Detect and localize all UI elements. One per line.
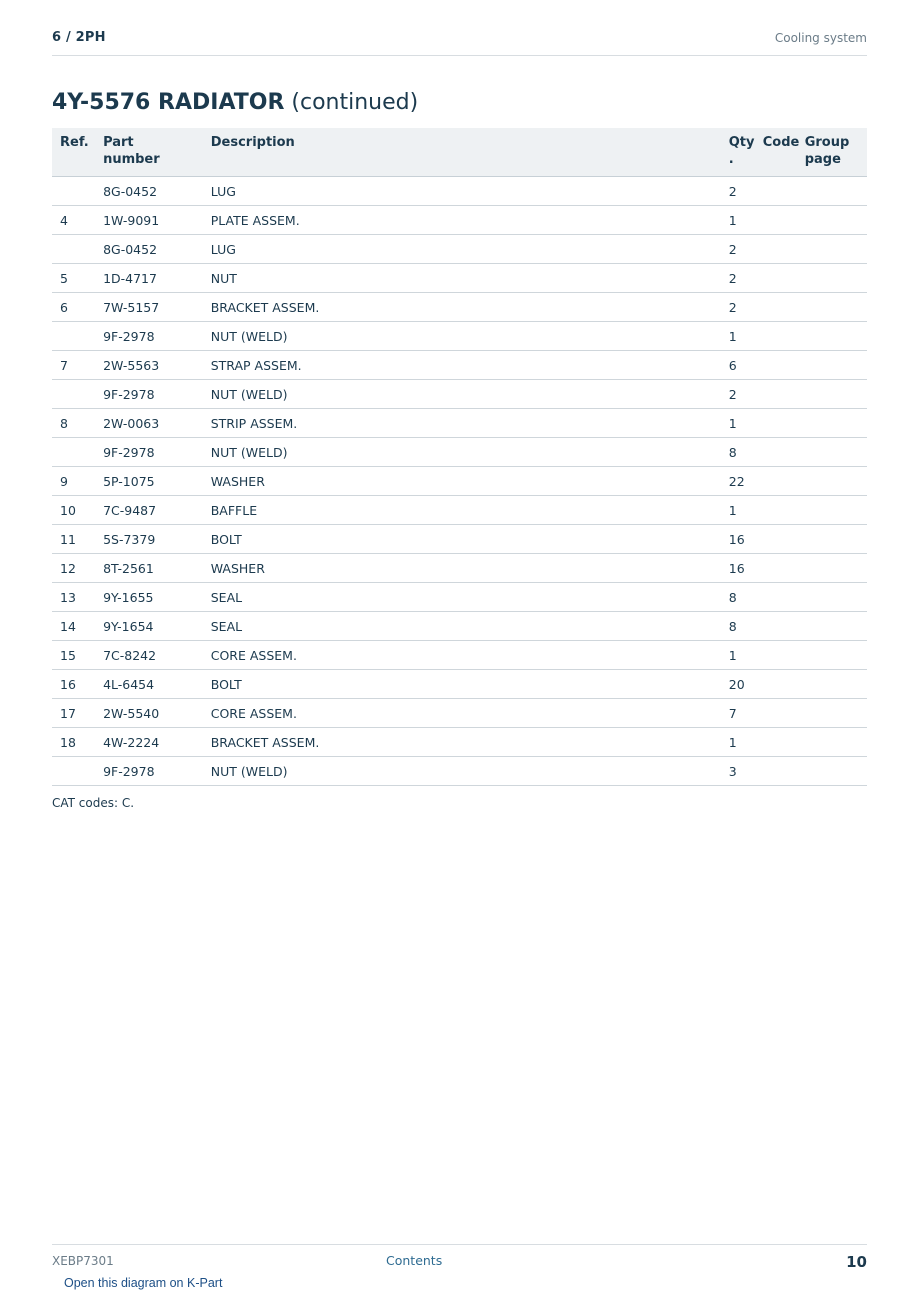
page-number: 10 <box>846 1253 867 1271</box>
table-row <box>52 293 867 322</box>
table-row <box>52 380 867 409</box>
cell-code <box>755 728 797 757</box>
cell-ref <box>52 235 95 264</box>
title-part-number: 4Y-5576 RADIATOR <box>52 90 285 115</box>
cell-qty: 3 <box>721 757 755 786</box>
cell-qty: 8 <box>721 612 755 641</box>
parts-table-body <box>52 177 867 786</box>
cell-part-number: 7W-5157 <box>95 293 203 322</box>
table-row <box>52 467 867 496</box>
cell-ref <box>52 380 95 409</box>
cell-group-page <box>797 380 867 409</box>
cell-description: BRACKET ASSEM. <box>203 293 721 322</box>
cell-part-number: 2W-5540 <box>95 699 203 728</box>
cell-qty: 1 <box>721 496 755 525</box>
cell-code <box>755 496 797 525</box>
column-header-part-number: Part number <box>95 128 203 177</box>
cell-code <box>755 641 797 670</box>
table-row <box>52 728 867 757</box>
table-row <box>52 525 867 554</box>
cell-ref: 13 <box>52 583 95 612</box>
cell-part-number: 2W-0063 <box>95 409 203 438</box>
cell-code <box>755 467 797 496</box>
cell-code <box>755 554 797 583</box>
cell-description: NUT (WELD) <box>203 322 721 351</box>
cell-description: CORE ASSEM. <box>203 699 721 728</box>
cell-qty: 2 <box>721 293 755 322</box>
cell-ref: 7 <box>52 351 95 380</box>
cell-group-page <box>797 757 867 786</box>
cell-part-number: 5P-1075 <box>95 467 203 496</box>
cell-qty: 1 <box>721 641 755 670</box>
cat-codes-note: CAT codes: C. <box>52 796 135 810</box>
cell-code <box>755 351 797 380</box>
cell-qty: 1 <box>721 322 755 351</box>
cell-code <box>755 757 797 786</box>
cell-description: WASHER <box>203 554 721 583</box>
cell-group-page <box>797 293 867 322</box>
cell-group-page <box>797 206 867 235</box>
table-row <box>52 583 867 612</box>
table-row <box>52 322 867 351</box>
cell-description: NUT <box>203 264 721 293</box>
cell-group-page <box>797 496 867 525</box>
cell-code <box>755 177 797 206</box>
cell-code <box>755 670 797 699</box>
cell-description: BOLT <box>203 525 721 554</box>
cell-ref: 11 <box>52 525 95 554</box>
cell-description: BRACKET ASSEM. <box>203 728 721 757</box>
cell-ref: 18 <box>52 728 95 757</box>
cell-description: BAFFLE <box>203 496 721 525</box>
cell-ref: 8 <box>52 409 95 438</box>
cell-ref: 9 <box>52 467 95 496</box>
cell-qty: 2 <box>721 380 755 409</box>
table-row <box>52 409 867 438</box>
cell-part-number: 4W-2224 <box>95 728 203 757</box>
cell-code <box>755 380 797 409</box>
cell-qty: 1 <box>721 409 755 438</box>
cell-part-number: 1D-4717 <box>95 264 203 293</box>
cell-group-page <box>797 438 867 467</box>
page-title <box>52 90 418 115</box>
cell-code <box>755 409 797 438</box>
cell-ref: 4 <box>52 206 95 235</box>
table-row <box>52 670 867 699</box>
cell-ref: 12 <box>52 554 95 583</box>
table-row <box>52 554 867 583</box>
cell-qty: 22 <box>721 467 755 496</box>
cell-description: LUG <box>203 235 721 264</box>
cell-part-number: 9F-2978 <box>95 438 203 467</box>
cell-group-page <box>797 177 867 206</box>
cell-group-page <box>797 641 867 670</box>
cell-part-number: 7C-9487 <box>95 496 203 525</box>
cell-description: NUT (WELD) <box>203 438 721 467</box>
cell-code <box>755 612 797 641</box>
cell-group-page <box>797 583 867 612</box>
cell-ref: 16 <box>52 670 95 699</box>
cell-ref <box>52 322 95 351</box>
table-row <box>52 757 867 786</box>
cell-part-number: 5S-7379 <box>95 525 203 554</box>
cell-code <box>755 264 797 293</box>
cell-group-page <box>797 525 867 554</box>
page-header <box>52 28 867 56</box>
cell-ref: 6 <box>52 293 95 322</box>
cell-description: WASHER <box>203 467 721 496</box>
table-row <box>52 641 867 670</box>
cell-qty: 16 <box>721 554 755 583</box>
cell-qty: 1 <box>721 206 755 235</box>
cell-ref: 15 <box>52 641 95 670</box>
cell-description: CORE ASSEM. <box>203 641 721 670</box>
cell-qty: 16 <box>721 525 755 554</box>
cell-group-page <box>797 235 867 264</box>
kpart-diagram-link[interactable]: Open this diagram on K-Part <box>64 1276 223 1290</box>
cell-ref <box>52 757 95 786</box>
table-row <box>52 438 867 467</box>
column-header-code: Code <box>755 128 797 177</box>
cell-ref: 10 <box>52 496 95 525</box>
cell-code <box>755 438 797 467</box>
document-id: XEBP7301 <box>52 1254 114 1268</box>
cell-description: SEAL <box>203 583 721 612</box>
cell-part-number: 9F-2978 <box>95 380 203 409</box>
cell-qty: 2 <box>721 235 755 264</box>
column-header-ref: Ref. <box>52 128 95 177</box>
cell-code <box>755 206 797 235</box>
section-label: 6 / 2PH <box>52 30 106 45</box>
cell-description: BOLT <box>203 670 721 699</box>
cell-description: STRIP ASSEM. <box>203 409 721 438</box>
cell-qty: 6 <box>721 351 755 380</box>
cell-part-number: 9F-2978 <box>95 322 203 351</box>
table-row <box>52 235 867 264</box>
cell-part-number: 7C-8242 <box>95 641 203 670</box>
cell-part-number: 8G-0452 <box>95 235 203 264</box>
cell-group-page <box>797 322 867 351</box>
page-footer <box>52 1244 867 1275</box>
cell-qty: 8 <box>721 583 755 612</box>
cell-group-page <box>797 409 867 438</box>
cell-description: NUT (WELD) <box>203 380 721 409</box>
cell-qty: 7 <box>721 699 755 728</box>
parts-table <box>52 128 867 786</box>
cell-code <box>755 322 797 351</box>
table-row <box>52 351 867 380</box>
cell-code <box>755 293 797 322</box>
cell-code <box>755 699 797 728</box>
cell-part-number: 8T-2561 <box>95 554 203 583</box>
cell-part-number: 9F-2978 <box>95 757 203 786</box>
cell-qty: 8 <box>721 438 755 467</box>
column-header-group-page: Group page <box>797 128 867 177</box>
cell-ref: 5 <box>52 264 95 293</box>
cell-group-page <box>797 670 867 699</box>
cell-part-number: 9Y-1655 <box>95 583 203 612</box>
cell-group-page <box>797 351 867 380</box>
column-header-description: Description <box>203 128 721 177</box>
cell-code <box>755 583 797 612</box>
cell-qty: 1 <box>721 728 755 757</box>
cell-code <box>755 235 797 264</box>
contents-link[interactable]: Contents <box>386 1253 443 1268</box>
cell-ref: 14 <box>52 612 95 641</box>
cell-ref <box>52 438 95 467</box>
cell-ref <box>52 177 95 206</box>
cell-part-number: 8G-0452 <box>95 177 203 206</box>
column-header-qty: Qty . <box>721 128 755 177</box>
table-row <box>52 206 867 235</box>
chapter-label: Cooling system <box>774 31 867 45</box>
table-row <box>52 496 867 525</box>
table-row <box>52 264 867 293</box>
cell-part-number: 1W-9091 <box>95 206 203 235</box>
cell-group-page <box>797 728 867 757</box>
cell-description: LUG <box>203 177 721 206</box>
cell-ref: 17 <box>52 699 95 728</box>
parts-table-header <box>52 128 867 177</box>
table-row <box>52 699 867 728</box>
cell-group-page <box>797 554 867 583</box>
cell-group-page <box>797 699 867 728</box>
cell-qty: 2 <box>721 264 755 293</box>
cell-group-page <box>797 467 867 496</box>
table-row <box>52 612 867 641</box>
cell-description: SEAL <box>203 612 721 641</box>
title-suffix: (continued) <box>284 90 419 115</box>
cell-description: STRAP ASSEM. <box>203 351 721 380</box>
cell-description: PLATE ASSEM. <box>203 206 721 235</box>
cell-group-page <box>797 264 867 293</box>
cell-part-number: 2W-5563 <box>95 351 203 380</box>
cell-description: NUT (WELD) <box>203 757 721 786</box>
cell-part-number: 9Y-1654 <box>95 612 203 641</box>
cell-group-page <box>797 612 867 641</box>
cell-qty: 20 <box>721 670 755 699</box>
cell-code <box>755 525 797 554</box>
table-row <box>52 177 867 206</box>
cell-qty: 2 <box>721 177 755 206</box>
cell-part-number: 4L-6454 <box>95 670 203 699</box>
